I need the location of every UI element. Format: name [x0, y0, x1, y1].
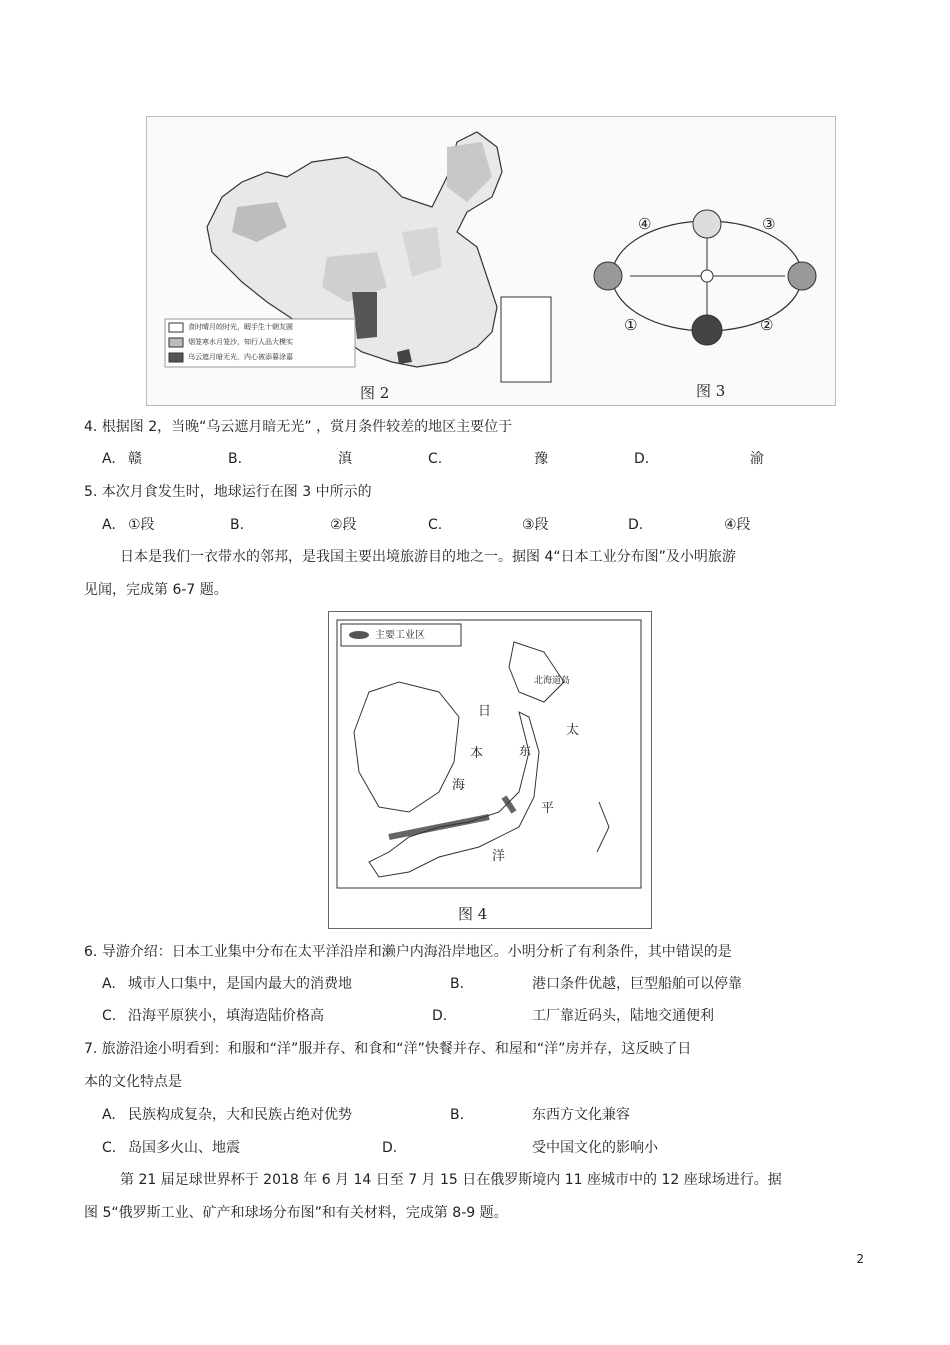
- q6-option-d-letter: D.: [432, 1008, 448, 1024]
- figure-2-caption: 图 2: [360, 384, 390, 402]
- q4-option-a-text: 赣: [128, 451, 142, 467]
- q5-option-d-letter: D.: [628, 517, 644, 533]
- q4-option-d-letter: D.: [634, 451, 650, 467]
- intro-japan-line2: 见闻，完成第 6-7 题。: [84, 582, 228, 598]
- figure-4-caption: 图 4: [458, 905, 488, 923]
- q7-option-c-text: 岛国多火山、地震: [128, 1140, 240, 1156]
- japan-label-sea-3: 海: [452, 778, 466, 793]
- page-number: 2: [856, 1252, 864, 1266]
- q5-stem: 5. 本次月食发生时，地球运行在图 3 中所示的: [84, 484, 372, 500]
- japan-label-ocean-2: 平: [541, 801, 555, 816]
- q6-option-b-text: 港口条件优越，巨型船舶可以停靠: [532, 976, 742, 992]
- figure-3-caption: 图 3: [696, 382, 726, 400]
- q6-stem: 6. 导游介绍：日本工业集中分布在太平洋沿岸和濑户内海沿岸地区。小明分析了有利条件，其中错误的是: [84, 944, 732, 960]
- intro-russia-line2: 图 5“俄罗斯工业、矿产和球场分布图”和有关材料，完成第 8-9 题。: [84, 1205, 508, 1221]
- japan-label-ocean-1: 太: [566, 723, 580, 738]
- orbit-label-1: ①: [624, 316, 638, 334]
- figure-japan-map: [328, 611, 652, 929]
- japan-label-sea-2: 本: [470, 746, 484, 761]
- q7-option-b-letter: B.: [450, 1107, 465, 1123]
- japan-label-hokkaido: 北海道岛: [534, 676, 571, 686]
- q4-option-b-text: 滇: [338, 451, 352, 467]
- q5-option-b-letter: B.: [230, 517, 245, 533]
- legend-item-1: 食时晴月皎时光，暇手生十朝友圆: [188, 323, 293, 331]
- q6-option-c-letter: C.: [102, 1008, 117, 1024]
- orbit-label-2: ②: [760, 316, 774, 334]
- q7-option-a-letter: A.: [102, 1107, 116, 1123]
- intro-russia-line1: 第 21 届足球世界杯于 2018 年 6 月 14 日至 7 月 15 日在俄罗斯境内 11 座城市中的 12 座球场进行。据: [120, 1172, 782, 1188]
- q7-stem-line1: 7. 旅游沿途小明看到：和服和“洋”服并存、和食和“洋”快餐并存、和屋和“洋”房并存，这反映了日: [84, 1041, 692, 1057]
- orbit-label-3: ③: [762, 215, 776, 233]
- intro-japan-line1: 日本是我们一衣带水的邻邦，是我国主要出境旅游目的地之一。据图 4“日本工业分布图”及小明旅游: [120, 549, 736, 565]
- japan-map-image: [329, 612, 651, 928]
- q5-option-a-letter: A.: [102, 517, 116, 533]
- q7-option-d-letter: D.: [382, 1140, 398, 1156]
- q6-option-b-letter: B.: [450, 976, 465, 992]
- q7-option-d-text: 受中国文化的影响小: [532, 1140, 658, 1156]
- q6-option-d-text: 工厂靠近码头，陆地交通便利: [532, 1008, 714, 1024]
- q6-option-a-letter: A.: [102, 976, 116, 992]
- q6-option-c-text: 沿海平原狭小，填海造陆价格高: [128, 1008, 324, 1024]
- legend-item-3: 乌云遮月暗无光，内心被添暮涂嘉: [188, 353, 293, 361]
- q5-option-d-text: ④段: [724, 517, 751, 533]
- q4-option-c-text: 豫: [534, 451, 548, 467]
- q5-option-c-text: ③段: [522, 517, 549, 533]
- orbit-diagram: [590, 200, 830, 370]
- q6-option-a-text: 城市人口集中，是国内最大的消费地: [128, 976, 352, 992]
- q7-option-a-text: 民族构成复杂，大和民族占绝对优势: [128, 1107, 352, 1123]
- legend-item-2: 烟笼寒水月笼沙，知行人品大模实: [188, 338, 293, 346]
- q7-option-b-text: 东西方文化兼容: [532, 1107, 630, 1123]
- q7-option-c-letter: C.: [102, 1140, 117, 1156]
- q5-option-b-text: ②段: [330, 517, 357, 533]
- q7-stem-line2: 本的文化特点是: [84, 1074, 182, 1090]
- japan-label-ocean-3: 洋: [492, 849, 506, 864]
- q4-option-c-letter: C.: [428, 451, 443, 467]
- q5-option-a-text: ①段: [128, 517, 155, 533]
- orbit-label-4: ④: [638, 215, 652, 233]
- q4-option-d-text: 渝: [750, 451, 764, 467]
- q4-option-b-letter: B.: [228, 451, 243, 467]
- japan-legend-label: 主要工业区: [375, 630, 425, 641]
- q4-option-a-letter: A.: [102, 451, 116, 467]
- q5-option-c-letter: C.: [428, 517, 443, 533]
- q4-stem: 4. 根据图 2，当晚“乌云遮月暗无光” ，赏月条件较差的地区主要位于: [84, 419, 513, 435]
- japan-label-east: 东: [519, 744, 532, 758]
- japan-label-sea-1: 日: [478, 704, 492, 719]
